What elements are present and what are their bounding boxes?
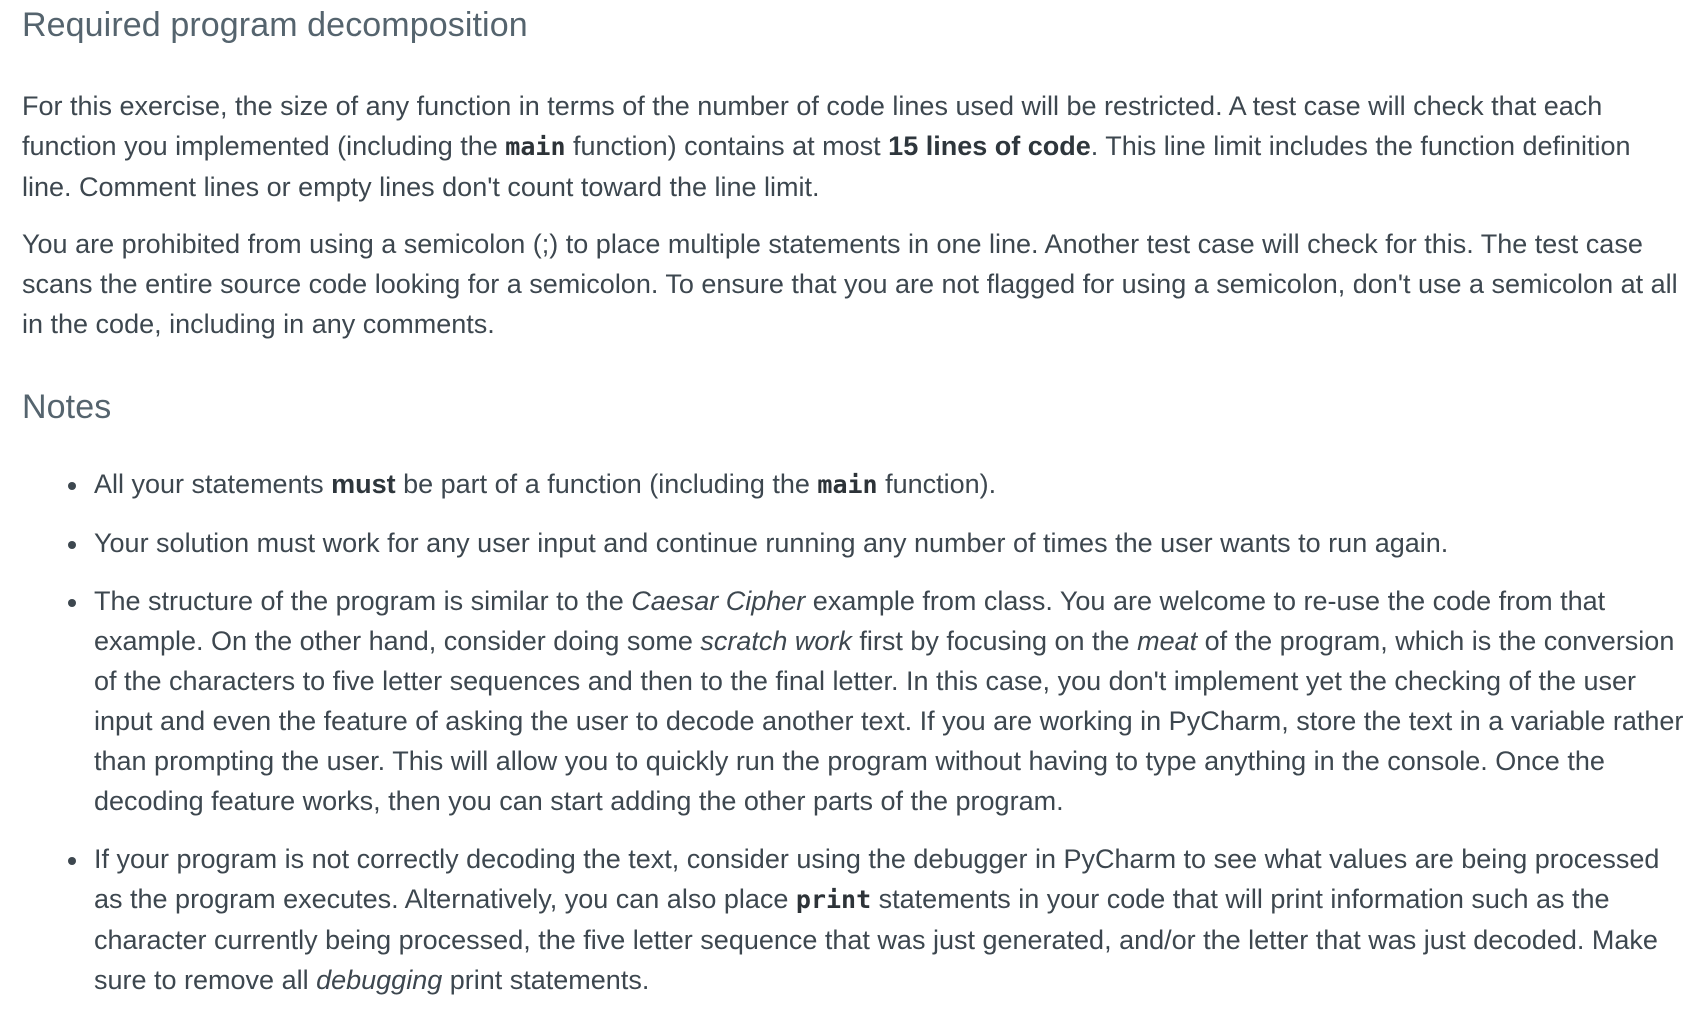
text: of the program, which is the conversion of the characters to five letter sequences and then to the final letter. In this case, you don't implement yet the checking of the user input and even the feature of asking the user to decode another text. If you are working in PyCharm, store the text in a variable rather than prompting the user. This will allow you to quickly run the program without having to type anything in the console. Once the decoding feature works, then you can start adding the other parts of the program. xyxy=(94,626,1684,816)
text: statements in your code that will print information such as the character currently being processed, the five letter sequence that was just generated, and/or the letter that was just decoded. Make sure to remove all xyxy=(94,884,1658,995)
text: If your program is not correctly decoding the text, consider using the debugger in PyCharm to see what values are being processed as the program executes. Alternatively, you can also place xyxy=(94,844,1660,914)
text: example from class. You are welcome to re-use the code from that example. On the other hand, consider doing some xyxy=(94,586,1606,656)
inline-code-main: main xyxy=(505,132,566,161)
text: For this exercise, the size of any function in terms of the number of code lines used will be restricted. A test case will check that each function you implemented (including the xyxy=(22,91,1603,161)
text: The structure of the program is similar to the xyxy=(94,586,632,616)
section-heading-decomposition: Required program decomposition xyxy=(22,6,528,44)
list-item xyxy=(94,464,1690,505)
emphasis-meat: meat xyxy=(1137,626,1198,656)
list-item xyxy=(94,581,1690,821)
list-item xyxy=(94,839,1690,1000)
notes-list xyxy=(0,464,1690,1018)
inline-code-print: print xyxy=(795,885,872,914)
inline-code-main: main xyxy=(817,470,878,499)
section-heading-notes: Notes xyxy=(22,388,112,426)
text: be part of a function (including the xyxy=(395,469,818,499)
text: function). xyxy=(877,469,997,499)
list-item: Your solution must work for any user input and continue running any number of times the user wants to run again. xyxy=(94,523,1690,563)
emphasis-debugging: debugging xyxy=(316,965,443,995)
text: . This line limit includes the function definition line. Comment lines or empty lines don't count toward the line limit. xyxy=(22,131,1631,202)
bold-line-limit: 15 lines of code xyxy=(888,131,1091,161)
text: first by focusing on the xyxy=(851,626,1138,656)
bold-must: must xyxy=(331,469,396,499)
text: function) contains at most xyxy=(565,131,889,161)
text: print statements. xyxy=(442,965,650,995)
paragraph-semicolon: You are prohibited from using a semicolon (;) to place multiple statements in one line. Another test case will check for this. The test case scans the entire source code looking for a semicolon. To ensure that you are not flagged for using a semicolon, don't use a semicolon at all in the code, including in any comments. xyxy=(22,229,1678,339)
emphasis-scratch-work: scratch work xyxy=(700,626,852,656)
paragraph-line-limit xyxy=(22,86,1682,207)
emphasis-caesar-cipher: Caesar Cipher xyxy=(631,586,806,616)
text: All your statements xyxy=(94,469,332,499)
